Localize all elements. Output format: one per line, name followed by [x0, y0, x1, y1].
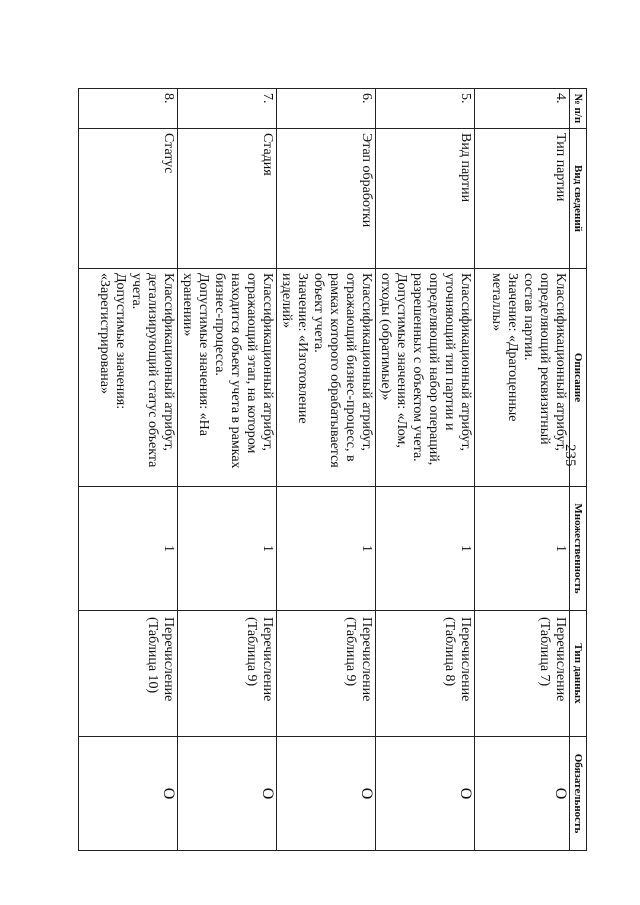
row-multiplicity: 1 [277, 487, 376, 611]
header-multiplicity: Множественность [570, 487, 587, 611]
row-kind: Тип партии [475, 129, 570, 269]
row-multiplicity: 1 [475, 487, 570, 611]
row-data-type: Перечисление (Таблица 7) [475, 611, 570, 737]
row-num: 8. [79, 89, 178, 129]
row-multiplicity: 1 [79, 487, 178, 611]
header-num: № п/п [570, 89, 587, 129]
row-multiplicity: 1 [178, 487, 277, 611]
row-kind: Этап обработки [277, 129, 376, 269]
table-header-row [570, 89, 587, 851]
header-kind: Вид сведений [570, 129, 587, 269]
row-required: О [475, 737, 570, 851]
row-description: Классификационный атрибут, отражающий бизнес-процесс, в рамках которого обрабатывается объект учета. Значение: «Изготовление изделий» [277, 269, 376, 487]
row-required: О [79, 737, 178, 851]
row-description: Классификационный атрибут, детализирующий статус объекта учета. Допустимые значения: «Зарегистрирована» [79, 269, 178, 487]
row-kind: Стадия [178, 129, 277, 269]
page-number: 235 [562, 444, 578, 467]
row-kind: Вид партии [376, 129, 475, 269]
row-data-type: Перечисление (Таблица 9) [178, 611, 277, 737]
table-row [475, 89, 570, 851]
row-kind: Статус [79, 129, 178, 269]
table-row [178, 89, 277, 851]
row-num: 5. [376, 89, 475, 129]
header-required: Обязательность [570, 737, 587, 851]
row-description: Классификационный атрибут, уточняющий тип партии и определяющий набор операций, разрешенных с объектом учета. Допустимые значения: «Лом, отходы (обратимые)» [376, 269, 475, 487]
row-multiplicity: 1 [376, 487, 475, 611]
header-data-type: Тип данных [570, 611, 587, 737]
header-description: Описание [570, 269, 587, 487]
row-data-type: Перечисление (Таблица 8) [376, 611, 475, 737]
row-num: 7. [178, 89, 277, 129]
row-required: О [277, 737, 376, 851]
row-num: 6. [277, 89, 376, 129]
table-row [376, 89, 475, 851]
row-data-type: Перечисление (Таблица 9) [277, 611, 376, 737]
table-row [277, 89, 376, 851]
row-description: Классификационный атрибут, определяющий реквизитный состав партии. Значение: «Драгоценные металлы» [475, 269, 570, 487]
row-data-type: Перечисление (Таблица 10) [79, 611, 178, 737]
attributes-table-container [78, 88, 587, 851]
row-required: О [376, 737, 475, 851]
row-required: О [178, 737, 277, 851]
table-row [79, 89, 178, 851]
row-num: 4. [475, 89, 570, 129]
attributes-table [78, 88, 587, 851]
row-description: Классификационный атрибут, отражающий этап, на котором находится объект учета в рамках бизнес-процесса. Допустимые значения: «На хранении» [178, 269, 277, 487]
